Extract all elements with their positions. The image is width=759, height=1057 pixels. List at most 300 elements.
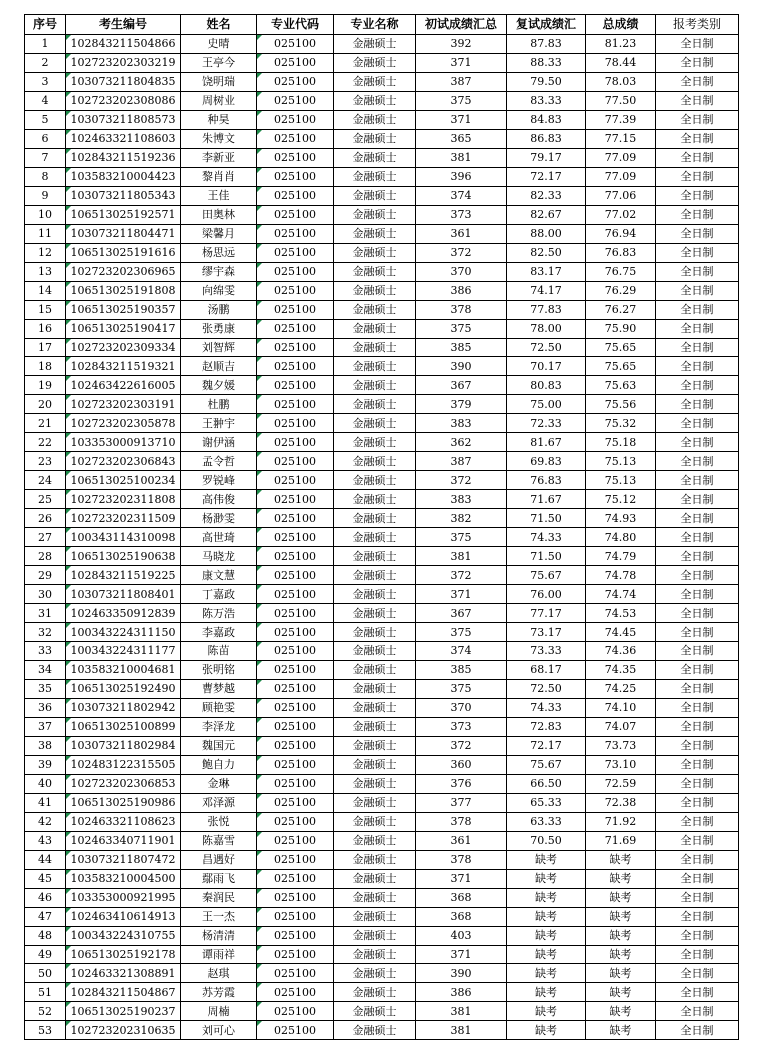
cell-category: 全日制 [656, 72, 739, 91]
cell-initial-score: 372 [416, 566, 507, 585]
cell-name: 杜鹏 [181, 395, 257, 414]
cell-total-score: 75.32 [586, 414, 656, 433]
cell-initial-score: 383 [416, 414, 507, 433]
cell-index: 3 [25, 72, 66, 91]
cell-name: 赵琪 [181, 964, 257, 983]
table-row [25, 414, 739, 433]
cell-retest-score: 72.17 [507, 167, 586, 186]
cell-category: 全日制 [656, 110, 739, 129]
cell-candidate-id: 102463321308891 [66, 964, 181, 983]
cell-initial-score: 368 [416, 888, 507, 907]
cell-retest-score: 82.33 [507, 186, 586, 205]
cell-candidate-id: 102843211519236 [66, 148, 181, 167]
cell-total-score: 74.74 [586, 585, 656, 604]
cell-initial-score: 378 [416, 300, 507, 319]
cell-total-score: 缺考 [586, 907, 656, 926]
cell-major-code: 025100 [257, 53, 334, 72]
cell-candidate-id: 102723202303219 [66, 53, 181, 72]
cell-index: 36 [25, 698, 66, 717]
cell-initial-score: 361 [416, 224, 507, 243]
cell-major-code: 025100 [257, 755, 334, 774]
cell-major-code: 025100 [257, 869, 334, 888]
cell-major-code: 025100 [257, 566, 334, 585]
cell-candidate-id: 102843211519321 [66, 357, 181, 376]
cell-major-name: 金融硕士 [334, 243, 416, 262]
cell-major-name: 金融硕士 [334, 528, 416, 547]
cell-name: 刘智辉 [181, 338, 257, 357]
cell-major-code: 025100 [257, 1021, 334, 1040]
cell-total-score: 75.65 [586, 338, 656, 357]
cell-retest-score: 87.83 [507, 35, 586, 54]
cell-total-score: 74.10 [586, 698, 656, 717]
cell-total-score: 76.27 [586, 300, 656, 319]
cell-index: 41 [25, 793, 66, 812]
cell-category: 全日制 [656, 945, 739, 964]
cell-name: 周楠 [181, 1002, 257, 1021]
cell-category: 全日制 [656, 812, 739, 831]
cell-major-name: 金融硕士 [334, 281, 416, 300]
cell-name: 朱博文 [181, 129, 257, 148]
cell-index: 21 [25, 414, 66, 433]
header-cell: 复试成绩汇 [507, 15, 586, 35]
cell-candidate-id: 106513025190986 [66, 793, 181, 812]
cell-major-code: 025100 [257, 300, 334, 319]
cell-total-score: 77.09 [586, 167, 656, 186]
cell-total-score: 73.10 [586, 755, 656, 774]
cell-candidate-id: 102723202311808 [66, 490, 181, 509]
cell-major-name: 金融硕士 [334, 698, 416, 717]
cell-candidate-id: 102723202306965 [66, 262, 181, 281]
table-row [25, 793, 739, 812]
cell-major-code: 025100 [257, 793, 334, 812]
cell-major-name: 金融硕士 [334, 717, 416, 736]
cell-major-code: 025100 [257, 129, 334, 148]
table-row [25, 698, 739, 717]
cell-total-score: 77.39 [586, 110, 656, 129]
table-row [25, 338, 739, 357]
cell-index: 34 [25, 660, 66, 679]
cell-total-score: 76.83 [586, 243, 656, 262]
header-cell: 报考类别 [656, 15, 739, 35]
cell-major-code: 025100 [257, 812, 334, 831]
cell-index: 6 [25, 129, 66, 148]
cell-name: 曹梦越 [181, 679, 257, 698]
cell-major-code: 025100 [257, 509, 334, 528]
cell-category: 全日制 [656, 774, 739, 793]
header-cell: 专业名称 [334, 15, 416, 35]
cell-major-code: 025100 [257, 1002, 334, 1021]
cell-category: 全日制 [656, 755, 739, 774]
table-row [25, 110, 739, 129]
cell-major-code: 025100 [257, 452, 334, 471]
cell-initial-score: 387 [416, 72, 507, 91]
cell-major-code: 025100 [257, 983, 334, 1002]
cell-total-score: 74.35 [586, 660, 656, 679]
cell-index: 14 [25, 281, 66, 300]
cell-initial-score: 385 [416, 338, 507, 357]
cell-name: 王亭今 [181, 53, 257, 72]
cell-category: 全日制 [656, 148, 739, 167]
cell-major-name: 金融硕士 [334, 319, 416, 338]
cell-major-name: 金融硕士 [334, 148, 416, 167]
cell-index: 49 [25, 945, 66, 964]
cell-index: 2 [25, 53, 66, 72]
cell-major-name: 金融硕士 [334, 205, 416, 224]
cell-retest-score: 86.83 [507, 129, 586, 148]
cell-initial-score: 375 [416, 679, 507, 698]
cell-name: 陈苗 [181, 642, 257, 661]
cell-initial-score: 385 [416, 660, 507, 679]
table-row [25, 395, 739, 414]
cell-name: 鲍自力 [181, 755, 257, 774]
cell-major-code: 025100 [257, 926, 334, 945]
cell-major-code: 025100 [257, 110, 334, 129]
cell-name: 杨渺雯 [181, 509, 257, 528]
cell-total-score: 缺考 [586, 888, 656, 907]
cell-candidate-id: 102463410614913 [66, 907, 181, 926]
table-row [25, 433, 739, 452]
cell-category: 全日制 [656, 433, 739, 452]
table-row [25, 774, 739, 793]
table-row [25, 509, 739, 528]
cell-name: 康文慧 [181, 566, 257, 585]
cell-initial-score: 365 [416, 129, 507, 148]
cell-retest-score: 72.50 [507, 338, 586, 357]
table-row [25, 452, 739, 471]
cell-retest-score: 71.50 [507, 509, 586, 528]
cell-total-score: 75.56 [586, 395, 656, 414]
cell-candidate-id: 102723202310635 [66, 1021, 181, 1040]
cell-category: 全日制 [656, 793, 739, 812]
cell-retest-score: 72.17 [507, 736, 586, 755]
cell-major-code: 025100 [257, 888, 334, 907]
cell-major-name: 金融硕士 [334, 357, 416, 376]
cell-total-score: 72.59 [586, 774, 656, 793]
cell-initial-score: 375 [416, 319, 507, 338]
table-row [25, 1021, 739, 1040]
cell-candidate-id: 106513025190638 [66, 547, 181, 566]
cell-retest-score: 70.17 [507, 357, 586, 376]
table-row [25, 319, 739, 338]
cell-candidate-id: 102463321108623 [66, 812, 181, 831]
cell-total-score: 73.73 [586, 736, 656, 755]
cell-major-name: 金融硕士 [334, 1002, 416, 1021]
cell-initial-score: 381 [416, 547, 507, 566]
cell-category: 全日制 [656, 547, 739, 566]
cell-index: 26 [25, 509, 66, 528]
cell-index: 1 [25, 35, 66, 54]
cell-index: 10 [25, 205, 66, 224]
cell-index: 52 [25, 1002, 66, 1021]
cell-category: 全日制 [656, 585, 739, 604]
cell-index: 24 [25, 471, 66, 490]
table-row [25, 983, 739, 1002]
cell-index: 40 [25, 774, 66, 793]
cell-index: 13 [25, 262, 66, 281]
cell-retest-score: 75.00 [507, 395, 586, 414]
cell-category: 全日制 [656, 983, 739, 1002]
cell-major-code: 025100 [257, 433, 334, 452]
cell-index: 9 [25, 186, 66, 205]
cell-total-score: 缺考 [586, 983, 656, 1002]
cell-category: 全日制 [656, 338, 739, 357]
cell-total-score: 77.09 [586, 148, 656, 167]
cell-total-score: 76.75 [586, 262, 656, 281]
table-row [25, 736, 739, 755]
cell-name: 谢伊涵 [181, 433, 257, 452]
cell-index: 32 [25, 623, 66, 642]
table-row [25, 566, 739, 585]
cell-initial-score: 372 [416, 243, 507, 262]
cell-major-name: 金融硕士 [334, 262, 416, 281]
cell-major-name: 金融硕士 [334, 35, 416, 54]
table-row [25, 186, 739, 205]
cell-candidate-id: 106513025190417 [66, 319, 181, 338]
cell-total-score: 缺考 [586, 869, 656, 888]
cell-major-code: 025100 [257, 736, 334, 755]
cell-major-name: 金融硕士 [334, 547, 416, 566]
cell-retest-score: 88.00 [507, 224, 586, 243]
cell-total-score: 75.18 [586, 433, 656, 452]
cell-name: 魏夕媛 [181, 376, 257, 395]
cell-category: 全日制 [656, 452, 739, 471]
cell-major-name: 金融硕士 [334, 186, 416, 205]
cell-candidate-id: 106513025190237 [66, 1002, 181, 1021]
cell-retest-score: 缺考 [507, 926, 586, 945]
cell-initial-score: 371 [416, 945, 507, 964]
cell-major-code: 025100 [257, 357, 334, 376]
cell-name: 杨清清 [181, 926, 257, 945]
cell-retest-score: 缺考 [507, 907, 586, 926]
cell-candidate-id: 106513025100234 [66, 471, 181, 490]
cell-name: 黎肖肖 [181, 167, 257, 186]
cell-major-name: 金融硕士 [334, 926, 416, 945]
cell-retest-score: 74.33 [507, 698, 586, 717]
cell-total-score: 缺考 [586, 945, 656, 964]
cell-total-score: 74.53 [586, 604, 656, 623]
cell-retest-score: 77.83 [507, 300, 586, 319]
cell-index: 53 [25, 1021, 66, 1040]
cell-name: 缪宇森 [181, 262, 257, 281]
cell-retest-score: 76.83 [507, 471, 586, 490]
cell-category: 全日制 [656, 831, 739, 850]
cell-initial-score: 373 [416, 205, 507, 224]
cell-major-name: 金融硕士 [334, 490, 416, 509]
cell-category: 全日制 [656, 53, 739, 72]
cell-index: 22 [25, 433, 66, 452]
table-row [25, 755, 739, 774]
cell-major-code: 025100 [257, 679, 334, 698]
cell-name: 汤鹏 [181, 300, 257, 319]
cell-initial-score: 383 [416, 490, 507, 509]
cell-index: 47 [25, 907, 66, 926]
cell-initial-score: 386 [416, 983, 507, 1002]
cell-candidate-id: 102723202311509 [66, 509, 181, 528]
cell-retest-score: 81.67 [507, 433, 586, 452]
cell-total-score: 71.69 [586, 831, 656, 850]
cell-major-code: 025100 [257, 262, 334, 281]
table-row [25, 585, 739, 604]
cell-major-code: 025100 [257, 623, 334, 642]
score-table [24, 14, 739, 1040]
cell-index: 20 [25, 395, 66, 414]
cell-candidate-id: 103583210004681 [66, 660, 181, 679]
cell-category: 全日制 [656, 888, 739, 907]
cell-major-name: 金融硕士 [334, 831, 416, 850]
cell-retest-score: 缺考 [507, 888, 586, 907]
cell-major-code: 025100 [257, 395, 334, 414]
cell-total-score: 75.13 [586, 471, 656, 490]
cell-retest-score: 80.83 [507, 376, 586, 395]
cell-total-score: 75.65 [586, 357, 656, 376]
cell-major-name: 金融硕士 [334, 91, 416, 110]
cell-total-score: 74.93 [586, 509, 656, 528]
cell-candidate-id: 103073211805343 [66, 186, 181, 205]
cell-name: 罗锐峰 [181, 471, 257, 490]
cell-index: 44 [25, 850, 66, 869]
header-cell: 专业代码 [257, 15, 334, 35]
cell-index: 38 [25, 736, 66, 755]
cell-index: 35 [25, 679, 66, 698]
cell-total-score: 77.50 [586, 91, 656, 110]
cell-candidate-id: 106513025192571 [66, 205, 181, 224]
cell-index: 19 [25, 376, 66, 395]
cell-candidate-id: 102723202303191 [66, 395, 181, 414]
cell-initial-score: 390 [416, 357, 507, 376]
table-row [25, 205, 739, 224]
cell-total-score: 75.12 [586, 490, 656, 509]
cell-index: 12 [25, 243, 66, 262]
cell-retest-score: 72.83 [507, 717, 586, 736]
cell-major-code: 025100 [257, 850, 334, 869]
cell-candidate-id: 102463422616005 [66, 376, 181, 395]
cell-retest-score: 74.17 [507, 281, 586, 300]
cell-name: 李新亚 [181, 148, 257, 167]
cell-name: 苏芳霞 [181, 983, 257, 1002]
cell-initial-score: 381 [416, 148, 507, 167]
cell-name: 魏国元 [181, 736, 257, 755]
cell-index: 5 [25, 110, 66, 129]
cell-total-score: 76.94 [586, 224, 656, 243]
table-row [25, 148, 739, 167]
cell-major-name: 金融硕士 [334, 660, 416, 679]
cell-initial-score: 372 [416, 736, 507, 755]
cell-retest-score: 65.33 [507, 793, 586, 812]
cell-index: 48 [25, 926, 66, 945]
cell-major-code: 025100 [257, 698, 334, 717]
cell-name: 杨思远 [181, 243, 257, 262]
cell-category: 全日制 [656, 660, 739, 679]
cell-major-code: 025100 [257, 490, 334, 509]
cell-name: 高伟俊 [181, 490, 257, 509]
cell-category: 全日制 [656, 35, 739, 54]
cell-category: 全日制 [656, 300, 739, 319]
cell-major-code: 025100 [257, 471, 334, 490]
cell-index: 23 [25, 452, 66, 471]
cell-name: 李泽龙 [181, 717, 257, 736]
cell-major-name: 金融硕士 [334, 812, 416, 831]
cell-retest-score: 缺考 [507, 964, 586, 983]
cell-major-name: 金融硕士 [334, 509, 416, 528]
cell-initial-score: 375 [416, 623, 507, 642]
table-row [25, 53, 739, 72]
cell-retest-score: 66.50 [507, 774, 586, 793]
table-row [25, 812, 739, 831]
cell-index: 39 [25, 755, 66, 774]
cell-major-name: 金融硕士 [334, 167, 416, 186]
cell-name: 刘可心 [181, 1021, 257, 1040]
cell-candidate-id: 102463350912839 [66, 604, 181, 623]
cell-candidate-id: 106513025190357 [66, 300, 181, 319]
cell-major-name: 金融硕士 [334, 110, 416, 129]
cell-index: 17 [25, 338, 66, 357]
cell-index: 4 [25, 91, 66, 110]
cell-initial-score: 382 [416, 509, 507, 528]
table-row [25, 888, 739, 907]
cell-major-name: 金融硕士 [334, 300, 416, 319]
header-cell: 总成绩 [586, 15, 656, 35]
cell-major-name: 金融硕士 [334, 224, 416, 243]
cell-category: 全日制 [656, 243, 739, 262]
cell-major-name: 金融硕士 [334, 433, 416, 452]
cell-retest-score: 缺考 [507, 983, 586, 1002]
cell-major-code: 025100 [257, 72, 334, 91]
table-row [25, 660, 739, 679]
cell-initial-score: 371 [416, 869, 507, 888]
cell-candidate-id: 102723202308086 [66, 91, 181, 110]
cell-retest-score: 75.67 [507, 755, 586, 774]
cell-category: 全日制 [656, 1021, 739, 1040]
cell-total-score: 75.90 [586, 319, 656, 338]
cell-candidate-id: 103073211808401 [66, 585, 181, 604]
cell-initial-score: 396 [416, 167, 507, 186]
cell-initial-score: 368 [416, 907, 507, 926]
cell-candidate-id: 102843211519225 [66, 566, 181, 585]
cell-retest-score: 缺考 [507, 1002, 586, 1021]
cell-major-name: 金融硕士 [334, 736, 416, 755]
cell-retest-score: 76.00 [507, 585, 586, 604]
cell-candidate-id: 100343224310755 [66, 926, 181, 945]
table-row [25, 717, 739, 736]
cell-retest-score: 缺考 [507, 945, 586, 964]
cell-name: 王一杰 [181, 907, 257, 926]
cell-major-name: 金融硕士 [334, 945, 416, 964]
table-row [25, 281, 739, 300]
cell-major-code: 025100 [257, 831, 334, 850]
cell-index: 37 [25, 717, 66, 736]
cell-initial-score: 378 [416, 812, 507, 831]
cell-major-name: 金融硕士 [334, 850, 416, 869]
cell-category: 全日制 [656, 471, 739, 490]
cell-initial-score: 379 [416, 395, 507, 414]
cell-name: 饶明瑞 [181, 72, 257, 91]
cell-major-code: 025100 [257, 585, 334, 604]
cell-name: 秦润民 [181, 888, 257, 907]
cell-candidate-id: 106513025191616 [66, 243, 181, 262]
cell-category: 全日制 [656, 414, 739, 433]
cell-total-score: 74.78 [586, 566, 656, 585]
cell-name: 鄢雨飞 [181, 869, 257, 888]
cell-initial-score: 387 [416, 452, 507, 471]
cell-candidate-id: 103073211802984 [66, 736, 181, 755]
cell-candidate-id: 103073211804835 [66, 72, 181, 91]
cell-retest-score: 缺考 [507, 850, 586, 869]
table-row [25, 679, 739, 698]
cell-name: 张勇康 [181, 319, 257, 338]
cell-candidate-id: 100343114310098 [66, 528, 181, 547]
cell-category: 全日制 [656, 205, 739, 224]
cell-index: 33 [25, 642, 66, 661]
